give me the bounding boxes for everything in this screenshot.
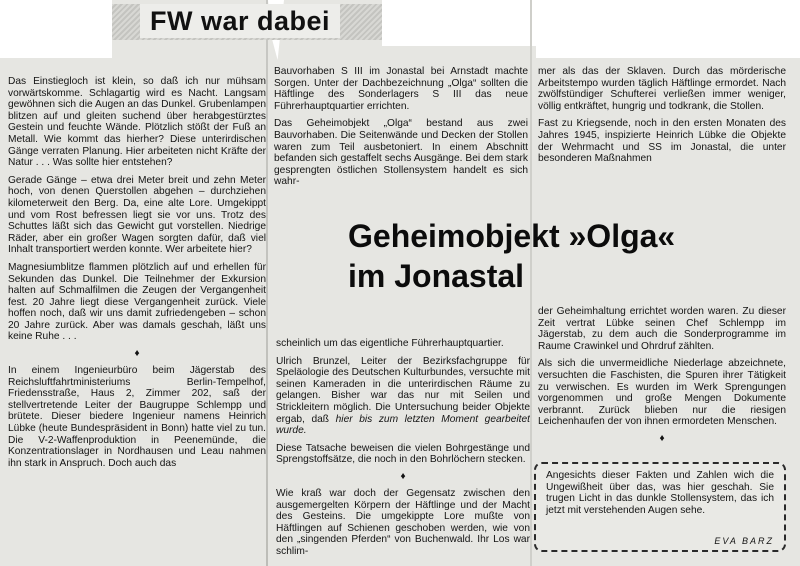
paragraph: Magnesiumblitze flammen plötzlich auf und erhellen für Sekunden das Dunkel. Die Teilnehmer der Exkursion halten auf Schmalfilmen die Zeugen der Vergangenheit fest. 20 Jahre liegt diese Vergangenheit zurück. Viele hoffen noch, daß wir uns damit zufriedengeben – schon 20 Jahre zurück. Aber was damals geschah, läßt uns keine Ruhe . . . bbox=[8, 261, 266, 343]
emphasis-text: hier bis zum letzten Moment gearbeitet wurde. bbox=[276, 413, 530, 437]
paragraph bbox=[276, 356, 530, 437]
summary-box bbox=[534, 462, 786, 552]
paragraph-text: Ulrich Brunzel, Leiter der Bezirksfachgruppe für Speläologie des Deutschen Kulturbundes, versuchte mit seinen Kameraden in die unterirdischen Räume zu gelangen. Bisher war das nur mit Seilen und Strickleitern möglich. Die Untersuchung beider Objekte ergab, daß bbox=[276, 355, 530, 425]
paragraph: Das Einstiegloch ist klein, so daß ich nur mühsam vorwärtskomme. Schlagartig wird es Nacht. Langsam gewöhnen sich die Augen an das Dunkel. Grubenlampen blitzen auf und gleiten suchend über herabgestürztes Gestein und feuchte Wände. Plötzlich stößt der Fuß an Metall. Wie kommt das hierher? Diese unterirdischen Gänge verraten Planung. Hier arbeiteten nicht Kräfte der Natur . . . Was sollte hier entstehen? bbox=[8, 76, 266, 169]
paragraph: mer als das der Sklaven. Durch das mörderische Arbeitstempo wurden täglich Häftlinge ermordet. Nach zwölfstündiger Schufterei verließen immer weniger, völlig entkräftet, hungrig und todkrank, die Stollen. bbox=[538, 66, 786, 112]
paragraph: Wie kraß war doch der Gegensatz zwischen den ausgemergelten Körpern der Häftlinge und der Macht des Gesteins. Die umgekippte Lore mußte von Häftlingen auf Schienen geschoben werden, wie von den „singenden Pferden“ von Buchenwald. Ihr Los war schlim- bbox=[276, 487, 530, 557]
paragraph: Diese Tatsache beweisen die vielen Bohrgestänge und Sprengstoffsätze, die noch in den Bohrlöchern stecken. bbox=[276, 442, 530, 466]
paragraph: Als sich die unvermeidliche Niederlage abzeichnete, versuchten die Faschisten, die Spuren ihrer Tätigkeit zu verwischen. Es wurden im Werk Sprengungen vorgenommen und große Mengen Dokumente verbrannt. Zurück blieben nur die riesigen Leichenhaufen der von ihnen ermordeten Menschen. bbox=[538, 358, 786, 428]
headline-line-2: im Jonastal bbox=[348, 258, 525, 294]
section-title: FW war dabei bbox=[140, 4, 340, 38]
author-byline: EVA BARZ bbox=[714, 536, 774, 547]
paper-fold bbox=[266, 0, 268, 566]
paragraph: Gerade Gänge – etwa drei Meter breit und zehn Meter hoch, von denen Querstollen abgehen – durchziehen kilometerweit den Berg. Da, eine alte Lore. Umgekippt und vom Rost befressen liegt sie vor uns. Trotz des Schuttes läßt sich das Gewicht gut vorstellen. Niedrige Räder, aber ein großer Wagen sorgten dafür, daß viel Inhalt transportiert werden konnte. Wer arbeitete hier? bbox=[8, 174, 266, 256]
headline bbox=[348, 216, 768, 296]
separator-bullet: ♦ bbox=[659, 432, 665, 444]
column-2-top bbox=[274, 66, 528, 234]
paragraph: Bauvorhaben S III im Jonastal bei Arnstadt machte Sorgen. Unter der Dachbezeichnung „Olga“ sollten die Häftlinge des Sonderlagers S III das neue Führerhauptquartier errichten. bbox=[274, 66, 528, 112]
column-1 bbox=[8, 76, 266, 542]
background-cutout bbox=[0, 0, 112, 58]
paragraph: Fast zu Kriegsende, noch in den ersten Monaten des Jahres 1945, inspizierte Heinrich Lübke die Objekte der Wehrmacht und SS im Jonastal, die unter besonderen Maßnahmen bbox=[538, 118, 786, 165]
separator-bullet: ♦ bbox=[134, 348, 140, 360]
paragraph: In einem Ingenieurbüro beim Jägerstab des Reichsluftfahrtministeriums Berlin-Tempelhof, Friedensstraße, Haus 2, Zimmer 202, saß der stellvertretende Leiter der Baugruppe Schlempp und brütete. Dieser biedere Ingenieur namens Heinrich Lübke (heute Bundespräsident in Bonn) hatte viel zu tun. Die V-2-Waffenproduktion in Peenemünde, die Konzentrationslager in Nordhausen und Leau nahmen ihn stark in Anspruch. Doch auch das bbox=[8, 365, 266, 469]
column-2-bottom bbox=[276, 338, 530, 564]
background-cutout bbox=[536, 40, 800, 58]
column-3-bottom bbox=[538, 306, 786, 456]
paragraph: der Geheimhaltung errichtet worden waren. Zu dieser Zeit vertrat Lübke seinen Chef Schlempp im Jägerstab, zu dem auch die Sonderprogramme im Raume Crawinkel und Ohrdruf zählten. bbox=[538, 306, 786, 352]
paragraph: Das Geheimobjekt „Olga“ bestand aus zwei Bauvorhaben. Die Seitenwände und Decken der Stollen waren zum Teil ausbetoniert. In einem Abschnitt befanden sich gestaffelt sechs Ausgänge. Bei dem stark gesprengten östlichen Stollensystem handelt es sich wahr- bbox=[274, 118, 528, 188]
headline-line-1: Geheimobjekt »Olga« bbox=[348, 218, 676, 254]
summary-text: Angesichts dieser Fakten und Zahlen wich die Ungewißheit über das, was hier geschah. Sie trugen Licht in das dunkle Stollensystem, das ich jetzt mit verstehenden Augen sehe. bbox=[546, 470, 774, 516]
column-3-top bbox=[538, 66, 786, 226]
separator-bullet: ♦ bbox=[400, 470, 406, 482]
paragraph: scheinlich um das eigentliche Führerhauptquartier. bbox=[276, 338, 504, 349]
